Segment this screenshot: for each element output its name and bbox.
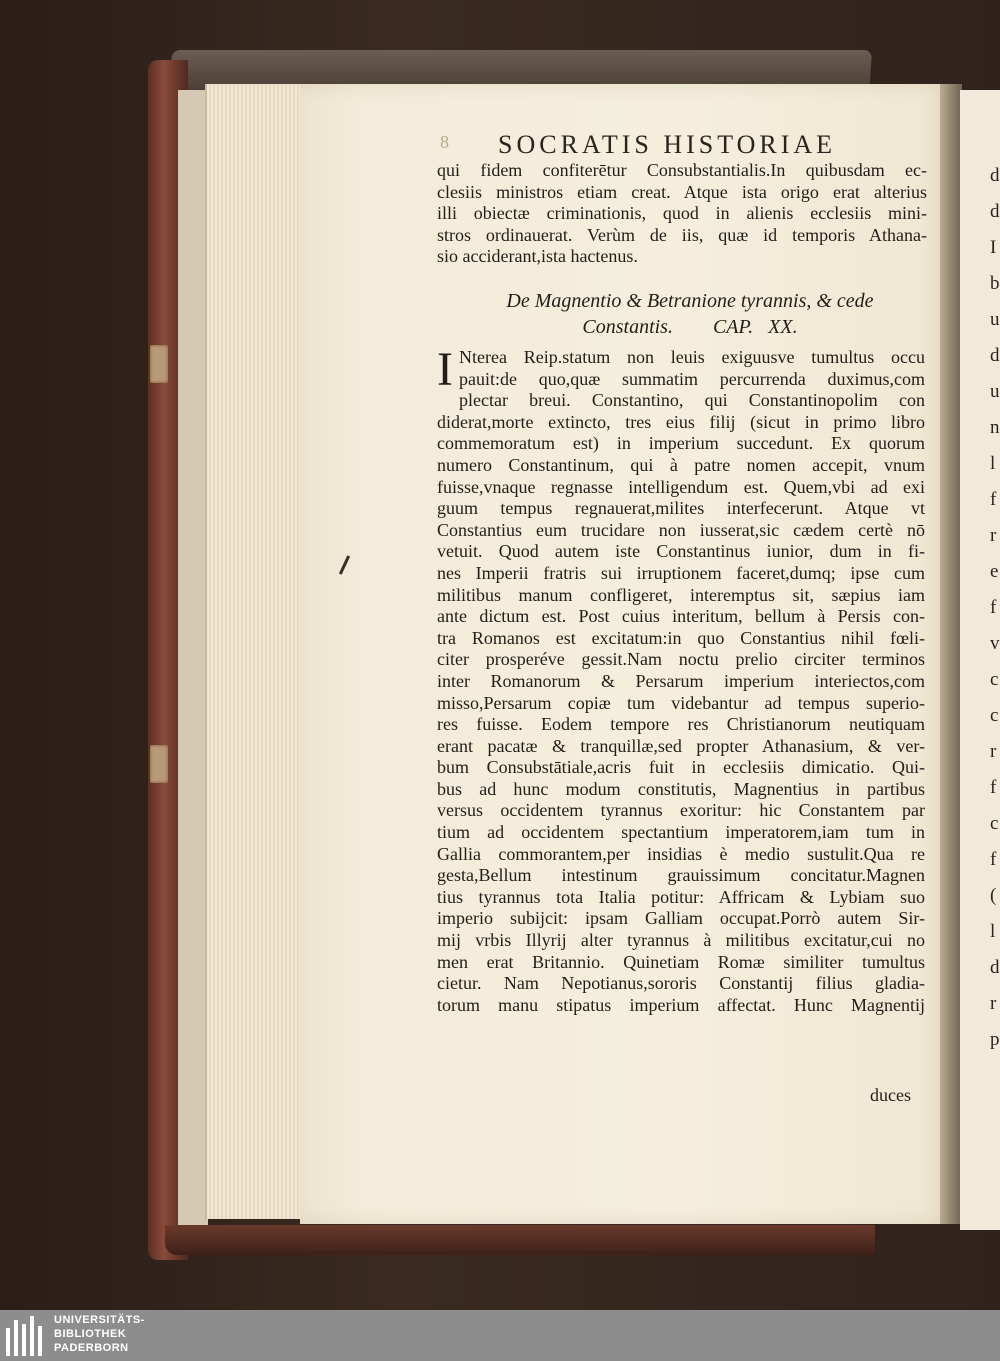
logo-line: UNIVERSITÄTS-: [54, 1314, 145, 1326]
clasp-upper: [150, 345, 168, 383]
text-line: Constantius eum trucidare non iusserat,sic cædem certè nō: [437, 519, 925, 540]
text-line: ante dictum est. Post cuius interitum, bellum à Persis con-: [437, 606, 925, 627]
recto-text-fragment: u: [990, 309, 1000, 330]
text-line: tium ad occidentem spectantium imperatorem,iam tum in: [437, 822, 925, 843]
recto-text-fragment: r: [990, 993, 997, 1014]
recto-text-fragment: I: [990, 237, 997, 258]
text-line: guum tempus regnauerat,milites interfecerunt. Atque vt: [437, 498, 925, 519]
text-line: illi obiectæ criminationis, quod in alienis ecclesiis mini-: [437, 203, 927, 224]
text-line: erant pacatæ & tranquillæ,sed propter Athanasium, & ver-: [437, 735, 925, 756]
recto-text-fragment: n: [990, 417, 1000, 438]
text-line: clesiis ministros etiam creat. Atque ista origo erat alterius: [437, 181, 927, 202]
recto-text-fragment: l: [990, 453, 996, 474]
text-line: qui fidem confiterētur Consubstantialis.In quibusdam ec-: [437, 160, 927, 180]
logo-line: PADERBORN: [54, 1342, 129, 1354]
recto-text-fragment: d: [990, 165, 1000, 186]
recto-text-fragment: f: [990, 849, 997, 870]
text-line: tra Romanos est excitatum:in quo Constantius nihil fœli-: [437, 627, 925, 648]
text-line: torum manu stipatus imperium affectat. Hunc Magnentij: [437, 994, 925, 1015]
recto-text-fragment: e: [990, 561, 999, 582]
text-line: nes Imperii fratris sui irruptionem faceret,dumq; ipse cum: [437, 562, 925, 583]
book-bottom-board: [165, 1225, 875, 1255]
running-head: SOCRATIS HISTORIAE: [498, 130, 837, 159]
text-line: res fuisse. Eodem tempore res Christianorum neutiquam: [437, 714, 925, 735]
recto-text-fragment: f: [990, 597, 997, 618]
recto-text-fragment: (: [990, 885, 997, 906]
text-line: misso,Persarum copiæ tum videbantur ad tempus superio-: [437, 692, 925, 713]
text-line: bus ad hunc modum constitutis, Magnentius in partibus: [437, 778, 925, 799]
text-line: sio acciderant,ista hactenus.: [437, 246, 638, 267]
recto-text-fragment: p: [990, 1029, 1000, 1050]
recto-text-fragment: d: [990, 201, 1000, 222]
recto-text-fragment: r: [990, 525, 997, 546]
recto-text-fragment: d: [990, 957, 1000, 978]
recto-text-fragment: f: [990, 777, 997, 798]
library-logo-text: [54, 1313, 145, 1355]
recto-text-fragment: r: [990, 741, 997, 762]
catchword: duces: [870, 1085, 911, 1105]
library-logo-icon: [6, 1316, 46, 1356]
text-line: citer prosperéve gessit.Nam noctu prelio circiter terminos: [437, 649, 925, 670]
recto-text-fragment: f: [990, 489, 997, 510]
text-line: numero Constantinum, qui à patre nomen accepit, vnum: [437, 454, 925, 475]
text-line: diderat,morte extincto, tres eius filij (sicut in primo libro: [437, 411, 925, 432]
text-line: commemoratum est) in imperium succedunt. Ex quorum: [437, 433, 925, 454]
logo-line: BIBLIOTHEK: [54, 1328, 127, 1340]
chapter-title-line-1: De Magnentio & Betranione tyrannis, & cede: [506, 290, 874, 312]
recto-text-fragment: u: [990, 381, 1000, 402]
recto-page-edge: [960, 90, 1000, 1230]
recto-text-fragment: c: [990, 813, 999, 834]
text-line: imperio subijcit: ipsam Galliam occupat.Porrò autem Sir-: [437, 908, 925, 929]
chapter-body: [437, 343, 925, 1016]
text-line: bum Consubstātiale,acris fuit in ecclesiis dimicatio. Qui-: [437, 757, 925, 778]
board-inner-edge: [178, 90, 208, 1240]
text-line: inter Romanorum & Persarum imperium interiectos,com: [437, 670, 925, 691]
text-line: vetuit. Quod autem iste Constantinus iunior, dum in fi-: [437, 541, 925, 562]
recto-text-fragment: c: [990, 705, 999, 726]
page-number-faint: 8: [440, 132, 449, 152]
clasp-lower: [150, 745, 168, 783]
text-line: pauit:de quo,quæ summatim percurrenda duximus,com: [459, 368, 925, 389]
recto-text-fragment: v: [990, 633, 1000, 654]
text-line: militibus manum confligeret, interemptus sit, sæpius iam: [437, 584, 925, 605]
text-line: tius tyrannus tota Italia potitur: Affricam & Lybiam suo: [437, 886, 925, 907]
text-line: cietur. Nam Nepotianus,sororis Constantij filius gladia-: [437, 973, 925, 994]
gutter-shadow: [940, 84, 962, 1224]
text-line: stros ordinauerat. Verùm de iis, quæ id temporis Athana-: [437, 224, 927, 245]
recto-text-fragment: d: [990, 345, 1000, 366]
text-line: Nterea Reip.statum non leuis exiguusve tumultus occu: [459, 347, 925, 367]
library-footer: [0, 1310, 1000, 1361]
text-line: plectar breui. Constantino, qui Constantinopolim con: [459, 390, 925, 411]
text-line: mij vrbis Illyrij alter tyrannus à militibus excitatur,cui no: [437, 930, 925, 951]
text-line: gesta,Bellum intestinum grauissimum concitatur.Magnen: [437, 865, 925, 886]
lead-paragraph: [437, 160, 927, 268]
drop-cap: I: [437, 343, 453, 396]
text-line: versus occidentem tyrannus exoritur: hic Constantem par: [437, 800, 925, 821]
text-line: men erat Britannio. Quinetiam Romæ similiter tumultus: [437, 951, 925, 972]
recto-text-fragment: c: [990, 669, 999, 690]
text-line: fuisse,vnaque regnasse intelligendum est. Quem,vbi ad exi: [437, 476, 925, 497]
chapter-title-line-2: Constantis. CAP. XX.: [582, 316, 798, 338]
recto-text-fragment: l: [990, 921, 996, 942]
text-line: Gallia commorantem,per insidias è medio sustulit.Qua re: [437, 843, 925, 864]
page-edges: [205, 84, 307, 1219]
recto-text-fragment: b: [990, 273, 1000, 294]
